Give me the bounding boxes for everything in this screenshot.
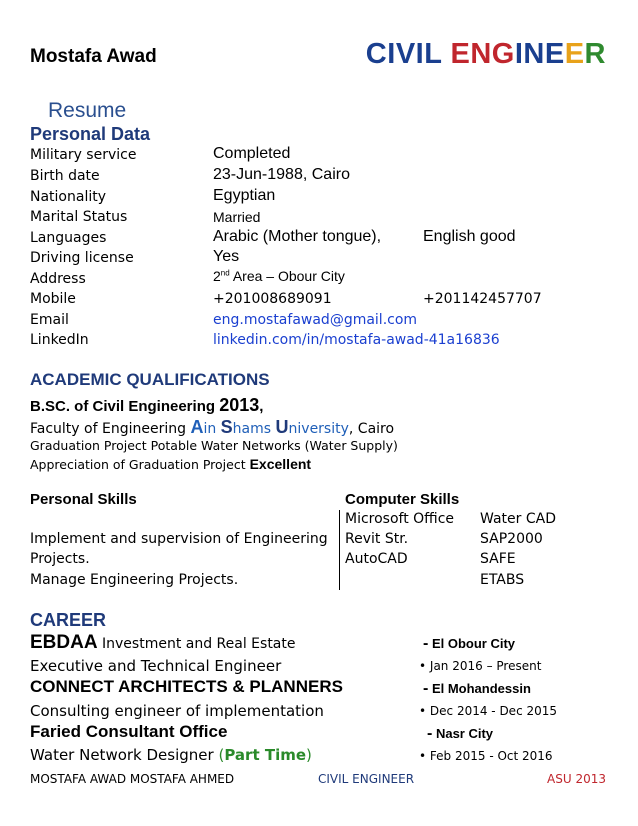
bullet-icon: •: [419, 659, 427, 673]
computer-skill-6: SAFE: [480, 551, 516, 567]
title-letter: L: [424, 38, 442, 70]
value-nationality: Egyptian: [213, 187, 276, 204]
career-period-2: • Dec 2014 - Dec 2015: [419, 704, 558, 718]
label-mobile: Mobile: [30, 291, 76, 307]
personal-skill-3: Manage Engineering Projects.: [30, 572, 239, 588]
computer-skill-7: ETABS: [480, 572, 525, 588]
computer-skill-4: Water CAD: [480, 511, 556, 527]
bullet-icon: •: [419, 704, 427, 718]
title-letter: E: [564, 38, 585, 70]
appreciation: Appreciation of Graduation Project Excellent: [30, 456, 312, 472]
title-letter: I: [387, 38, 396, 70]
career-company-1: EBDAA Investment and Real Estate: [30, 632, 296, 653]
job-title: [366, 38, 606, 71]
career-period-3: • Feb 2015 - Oct 2016: [419, 749, 553, 763]
title-letter: R: [584, 38, 606, 70]
career-location-1: - El Obour City: [423, 635, 516, 652]
title-letter: G: [491, 38, 515, 70]
computer-skill-3: AutoCAD: [345, 551, 408, 567]
career-location-2: - El Mohandessin: [423, 680, 531, 697]
label-driving: Driving license: [30, 250, 134, 266]
linkedin-link[interactable]: linkedin.com/in/mostafa-awad-41a16836: [213, 332, 500, 348]
footer-center: CIVIL ENGINEER: [318, 772, 415, 786]
footer-left: MOSTAFA AWAD MOSTAFA AHMED: [30, 772, 235, 786]
skills-divider: [339, 510, 340, 590]
value-languages: Arabic (Mother tongue),: [213, 228, 382, 245]
personal-data-heading: Personal Data: [30, 124, 151, 144]
computer-skill-1: Microsoft Office: [345, 511, 455, 527]
faculty: Faculty of Engineering Ain Shams University, Cairo: [30, 417, 395, 437]
value-mobile: +201008689091: [213, 291, 332, 307]
title-letter: I: [514, 38, 524, 70]
footer-right: ASU 2013: [547, 772, 606, 786]
label-address: Address: [30, 271, 86, 287]
value-driving: Yes: [213, 248, 240, 265]
title-letter: V: [395, 38, 416, 70]
career-role-2: Consulting engineer of implementation: [30, 702, 324, 720]
academic-heading: ACADEMIC QUALIFICATIONS: [30, 370, 270, 389]
label-languages: Languages: [30, 230, 107, 246]
label-military: Military service: [30, 147, 137, 163]
title-letter: I: [415, 38, 425, 70]
label-birth: Birth date: [30, 168, 100, 184]
bullet-icon: •: [419, 749, 427, 763]
title-letter: E: [450, 38, 471, 70]
personal-skill-2: Projects.: [30, 551, 90, 567]
label-marital: Marital Status: [30, 209, 128, 225]
personal-skills-heading: Personal Skills: [30, 491, 137, 508]
value-languages-2: English good: [423, 228, 516, 245]
degree: B.SC. of Civil Engineering 2013,: [30, 395, 264, 415]
title-letter: N: [470, 38, 492, 70]
candidate-name: Mostafa Awad: [30, 46, 157, 67]
title-letter: E: [544, 38, 565, 70]
label-email: Email: [30, 312, 69, 328]
career-role-3: Water Network Designer (Part Time): [30, 746, 312, 764]
computer-skills-heading: Computer Skills: [345, 491, 460, 508]
resume-label: Resume: [48, 99, 127, 122]
computer-skill-2: Revit Str.: [345, 531, 409, 547]
career-role-1: Executive and Technical Engineer: [30, 657, 282, 675]
career-company-3: Faried Consultant Office: [30, 722, 228, 741]
career-period-1: • Jan 2016 – Present: [419, 659, 542, 673]
title-letter: C: [365, 38, 388, 70]
value-military: Completed: [213, 145, 291, 162]
career-heading: CAREER: [30, 610, 107, 630]
value-mobile-2: +201142457707: [423, 291, 542, 307]
value-marital: Married: [213, 209, 261, 225]
personal-skill-1: Implement and supervision of Engineering: [30, 531, 328, 547]
value-address: 2nd Area – Obour City: [213, 268, 345, 284]
career-location-3: - Nasr City: [427, 725, 494, 742]
computer-skill-5: SAP2000: [480, 531, 543, 547]
title-letter: N: [523, 38, 545, 70]
value-birth: 23-Jun-1988, Cairo: [213, 166, 350, 183]
label-nationality: Nationality: [30, 189, 107, 205]
label-linkedin: LinkedIn: [30, 332, 89, 348]
career-company-2: CONNECT ARCHITECTS & PLANNERS: [30, 677, 343, 696]
email-link[interactable]: eng.mostafawad@gmail.com: [213, 312, 418, 328]
graduation-project: Graduation Project Potable Water Networks (Water Supply): [30, 438, 398, 453]
